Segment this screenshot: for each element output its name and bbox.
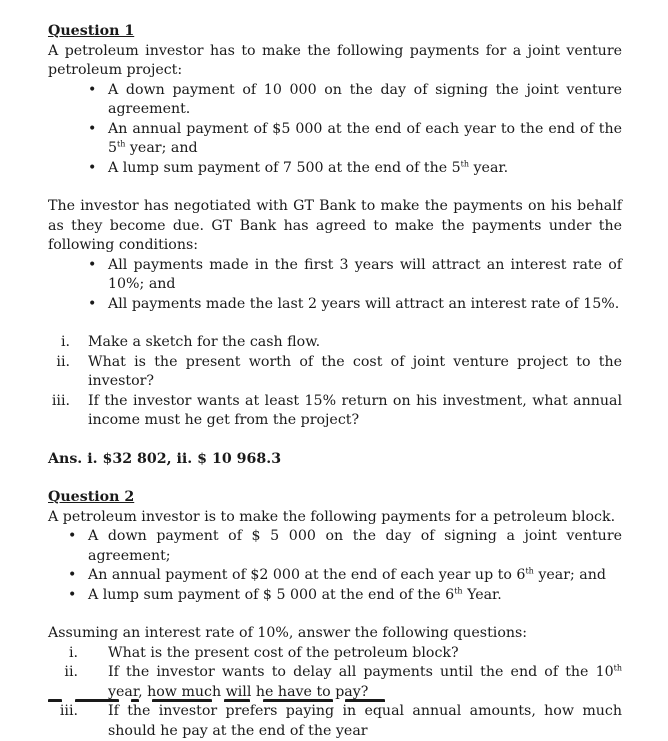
cutoff-glyph bbox=[48, 699, 62, 702]
question-2-title: Question 2 bbox=[48, 488, 622, 508]
cutoff-glyph bbox=[152, 699, 212, 702]
question-2-payments-list bbox=[48, 527, 622, 605]
cutoff-text-line bbox=[48, 690, 428, 702]
question-2-assuming: Assuming an interest rate of 10%, answer the following questions: bbox=[48, 624, 622, 644]
list-item: ii. What is the present worth of the cost of joint venture project to the investor? bbox=[88, 353, 622, 392]
list-item: • A down payment of 10 000 on the day of signing the joint venture agreement. bbox=[108, 81, 622, 120]
cutoff-glyph bbox=[224, 699, 250, 702]
list-item: i. Make a sketch for the cash flow. bbox=[88, 333, 622, 353]
document-page bbox=[48, 22, 622, 741]
cutoff-glyph bbox=[131, 699, 139, 702]
list-item: iii. If the investor prefers paying in equal annual amounts, how much should he pay at the end of the year bbox=[108, 702, 622, 741]
list-item: • A lump sum payment of $ 5 000 at the end of the 6th Year. bbox=[88, 586, 622, 606]
cutoff-glyph bbox=[345, 699, 385, 702]
spacer bbox=[48, 469, 622, 488]
cutoff-glyph bbox=[75, 699, 119, 702]
list-item: • All payments made in the first 3 years will attract an interest rate of 10%; and bbox=[108, 256, 622, 295]
list-item: i. What is the present cost of the petroleum block? bbox=[108, 644, 622, 664]
question-1-bank-text: The investor has negotiated with GT Bank to make the payments on his behalf as they become due. GT Bank has agreed to make the payments under the following conditions: bbox=[48, 197, 622, 256]
list-item: ii. If the investor wants to delay all payments until the end of the 10th year, how much will he have to pay? bbox=[108, 663, 622, 702]
spacer bbox=[48, 605, 622, 624]
list-item: • A down payment of $ 5 000 on the day of signing a joint venture agreement; bbox=[88, 527, 622, 566]
list-item: • An annual payment of $5 000 at the end of each year to the end of the 5th year; and bbox=[108, 120, 622, 159]
spacer bbox=[48, 178, 622, 197]
question-1-title: Question 1 bbox=[48, 22, 622, 42]
list-item: iii. If the investor wants at least 15% return on his investment, what annual income must he get from the project? bbox=[88, 392, 622, 431]
question-1-conditions-list bbox=[48, 256, 622, 315]
question-1-intro: A petroleum investor has to make the following payments for a joint venture petroleum project: bbox=[48, 42, 622, 81]
cutoff-glyph bbox=[263, 699, 333, 702]
spacer bbox=[48, 431, 622, 450]
list-item: • A lump sum payment of 7 500 at the end of the 5th year. bbox=[108, 159, 622, 179]
question-1-payments-list bbox=[48, 81, 622, 179]
question-2-intro: A petroleum investor is to make the following payments for a petroleum block. bbox=[48, 508, 622, 528]
spacer bbox=[48, 314, 622, 333]
question-1-subquestions bbox=[48, 333, 622, 431]
question-1-answer: Ans. i. $32 802, ii. $ 10 968.3 bbox=[48, 450, 622, 470]
list-item: • An annual payment of $2 000 at the end of each year up to 6th year; and bbox=[88, 566, 622, 586]
list-item: • All payments made the last 2 years will attract an interest rate of 15%. bbox=[108, 295, 622, 315]
